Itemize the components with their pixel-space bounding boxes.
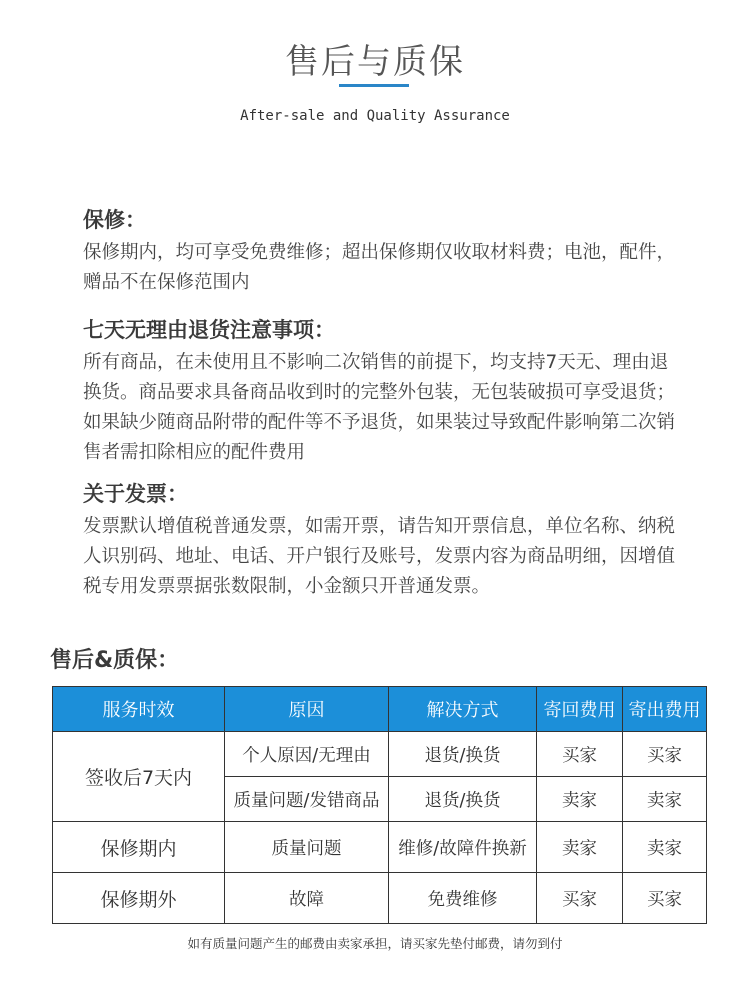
warranty-text: 保修期内，均可享受免费维修；超出保修期仅收取材料费；电池，配件，赠品不在保修范围内: [83, 242, 676, 293]
service-period-cell: 保修期外: [53, 873, 225, 924]
column-header: 服务时效: [53, 687, 225, 732]
column-header: 原因: [225, 687, 389, 732]
shipping-footnote: 如有质量问题产生的邮费由卖家承担，请买家先垫付邮费，请勿到付: [187, 936, 563, 951]
send-fee-cell: 买家: [623, 873, 707, 924]
send-fee-cell: 买家: [623, 732, 707, 777]
table-row: [53, 732, 707, 777]
solution-cell: 免费维修: [389, 873, 537, 924]
invoice-section: [83, 478, 683, 602]
return-policy-section: [83, 314, 683, 468]
solution-cell: 维修/故障件换新: [389, 822, 537, 873]
column-header: 寄出费用: [623, 687, 707, 732]
table-row: [53, 822, 707, 873]
page-title: 售后与质保: [285, 42, 465, 82]
page-subtitle: After-sale and Quality Assurance: [240, 108, 510, 124]
table-header-row: [53, 687, 707, 732]
column-header: 寄回费用: [537, 687, 623, 732]
return-fee-cell: 卖家: [537, 822, 623, 873]
invoice-text: 发票默认增值税普通发票，如需开票，请告知开票信息，单位名称、纳税人识别码、地址、电话、开户银行及账号，发票内容为商品明细，因增值税专用发票票据张数限制，小金额只开普通发票。: [83, 516, 676, 597]
return-policy-text: 所有商品，在未使用且不影响二次销售的前提下，均支持7天无、理由退换货。商品要求具备商品收到时的完整外包装，无包装破损可享受退货；如果缺少随商品附带的配件等不予退货，如果装过导致配件影响第二次销售者需扣除相应的配件费用: [83, 352, 676, 463]
service-table: [52, 686, 707, 924]
reason-cell: 质量问题/发错商品: [225, 777, 389, 822]
solution-cell: 退货/换货: [389, 732, 537, 777]
return-policy-heading: 七天无理由退货注意事项：: [83, 318, 335, 342]
reason-cell: 个人原因/无理由: [225, 732, 389, 777]
return-fee-cell: 买家: [537, 732, 623, 777]
return-fee-cell: 买家: [537, 873, 623, 924]
solution-cell: 退货/换货: [389, 777, 537, 822]
column-header: 解决方式: [389, 687, 537, 732]
table-row: [53, 873, 707, 924]
invoice-heading: 关于发票：: [83, 482, 188, 506]
return-fee-cell: 卖家: [537, 777, 623, 822]
warranty-heading: 保修：: [83, 208, 146, 232]
warranty-section: [83, 204, 683, 298]
reason-cell: 质量问题: [225, 822, 389, 873]
service-period-cell: 签收后7天内: [53, 732, 225, 822]
send-fee-cell: 卖家: [623, 777, 707, 822]
reason-cell: 故障: [225, 873, 389, 924]
service-period-cell: 保修期内: [53, 822, 225, 873]
service-table-heading: 售后&质保：: [50, 648, 180, 673]
title-underline: [339, 84, 409, 87]
send-fee-cell: 卖家: [623, 822, 707, 873]
